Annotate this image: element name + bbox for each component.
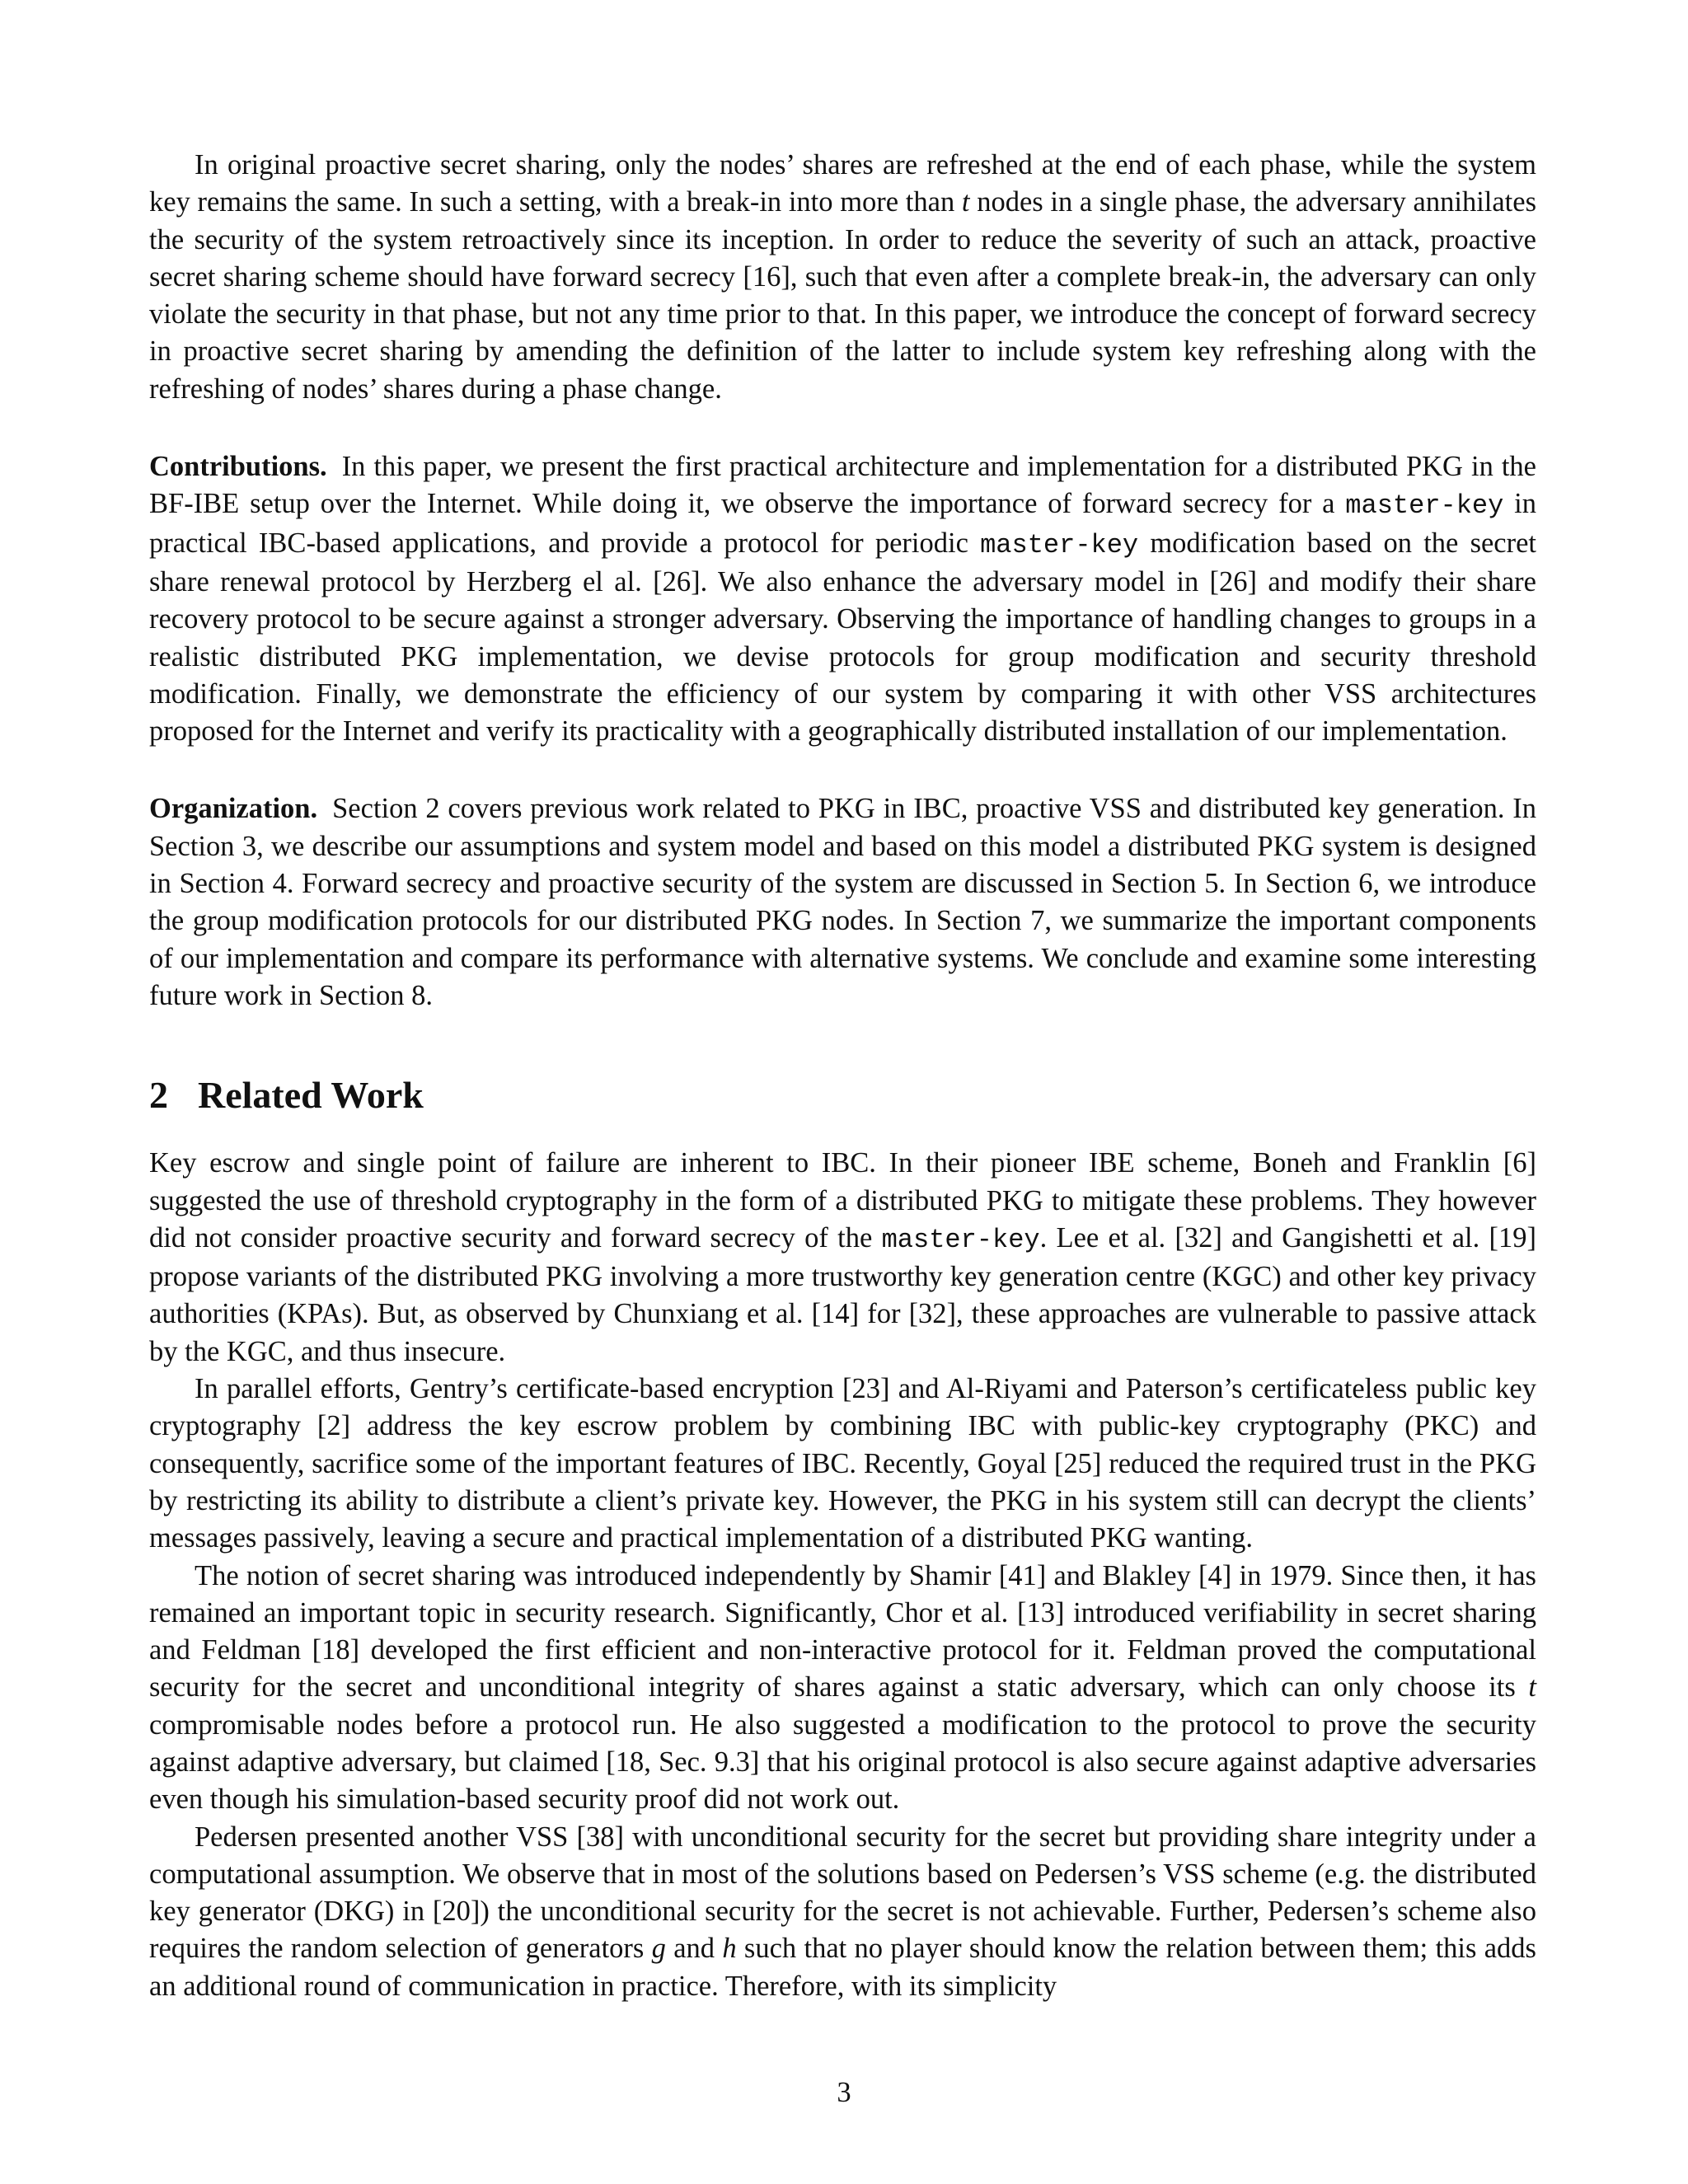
contributions-heading: Contributions.	[149, 451, 327, 483]
section-title: Related Work	[198, 1074, 424, 1117]
related-work-paragraph-4: Pedersen presented another VSS [38] with unconditional security for the secret but providing share integrity under a computational assumption. We observe that in most of the solutions based on Pedersen’s VSS scheme (e.g. the distributed key generator (DKG) in [20]) the unconditional security for the secret is not achievable. Further, Pedersen’s scheme also requires the random selection of generators g and h such that no player should know the relation between them; this adds an additional round of communication in practice. Therefore, with its simplicity	[149, 1821, 1536, 2002]
variable-t: t	[961, 186, 970, 218]
variable-t: t	[1528, 1671, 1536, 1704]
intro-paragraph: In original proactive secret sharing, only the nodes’ shares are refreshed at the end of each phase, while the system key remains the same. In such a setting, with a break-in into more than t nodes in a single phase, the adversary annihilates the security of the system retroactively since its inception. In order to reduce the severity of such an attack, proactive secret sharing scheme should have forward secrecy [16], such that even after a complete break-in, the adversary can only violate the security in that phase, but not any time prior to that. In this paper, we introduce the concept of forward secrecy in proactive secret sharing by amending the definition of the latter to include system key refreshing along with the refreshing of nodes’ shares during a phase change.	[149, 149, 1536, 405]
variable-g: g	[651, 1933, 666, 1965]
variable-h: h	[722, 1933, 737, 1965]
code-master-key: master-key	[980, 529, 1139, 560]
organization-paragraph: Organization. Section 2 covers previous work related to PKG in IBC, proactive VSS and distributed key generation. In Section 3, we describe our assumptions and system model and based on this model a distributed PKG system is designed in Section 4. Forward secrecy and proactive security of the system are discussed in Section 5. In Section 6, we introduce the group modification protocols for our distributed PKG nodes. In Section 7, we summarize the important components of our implementation and compare its performance with alternative systems. We conclude and examine some interesting future work in Section 8.	[149, 793, 1536, 1011]
code-master-key: master-key	[1345, 490, 1504, 522]
related-work-paragraph-3: The notion of secret sharing was introduced independently by Shamir [41] and Blakley [4] in 1979. Since then, it has remained an important topic in security research. Significantly, Chor et al. [13] introduced verifiability in secret sharing and Feldman [18] developed the first efficient and non-interactive protocol for it. Feldman proved the computational security for the secret and unconditional integrity of shares against a static adversary, which can only choose its t compromisable nodes before a protocol run. He also suggested a modification to the protocol to prove the security against adaptive adversary, but claimed [18, Sec. 9.3] that his original protocol is also secure against adaptive adversaries even though his simulation-based security proof did not work out.	[149, 1559, 1536, 1816]
code-master-key: master-key	[881, 1224, 1040, 1255]
section-number: 2	[149, 1074, 168, 1117]
contributions-paragraph: Contributions. In this paper, we present the first practical architecture and implementation for a distributed PKG in the BF-IBE setup over the Internet. While doing it, we observe the importance of forward secrecy for a master-key in practical IBC-based applications, and provide a protocol for periodic master-key modification based on the secret share renewal protocol by Herzberg el al. [26]. We also enhance the adversary model in [26] and modify their share recovery protocol to be secure against a stronger adversary. Observing the importance of handling changes to groups in a realistic distributed PKG implementation, we devise protocols for group modification and security threshold modification. Finally, we demonstrate the efficiency of our system by comparing it with other VSS architectures proposed for the Internet and verify its practicality with a geographically distributed installation of our implementation.	[149, 451, 1537, 748]
organization-heading: Organization.	[149, 793, 318, 825]
related-work-paragraph-2: In parallel efforts, Gentry’s certificate-based encryption [23] and Al-Riyami and Paterson’s certificateless public key cryptography [2] address the key escrow problem by combining IBC with public-key cryptography (PKC) and consequently, sacrifice some of the important features of IBC. Recently, Goyal [25] reduced the required trust in the PKG by restricting its ability to distribute a client’s private key. However, the PKG in his system still can decrypt the clients’ messages passively, leaving a secure and practical implementation of a distributed PKG wanting.	[149, 1373, 1536, 1554]
page-number: 3	[837, 2077, 851, 2108]
paper-page	[149, 147, 1536, 2005]
section-heading-related-work	[149, 1072, 1536, 1118]
related-work-paragraph-1: Key escrow and single point of failure are inherent to IBC. In their pioneer IBE scheme, Boneh and Franklin [6] suggested the use of threshold cryptography in the form of a distributed PKG to mitigate these problems. They however did not consider proactive security and forward secrecy of the master-key. Lee et al. [32] and Gangishetti et al. [19] propose variants of the distributed PKG involving a more trustworthy key generation centre (KGC) and other key privacy authorities (KPAs). But, as observed by Chunxiang et al. [14] for [32], these approaches are vulnerable to passive attack by the KGC, and thus insecure.	[149, 1147, 1536, 1367]
